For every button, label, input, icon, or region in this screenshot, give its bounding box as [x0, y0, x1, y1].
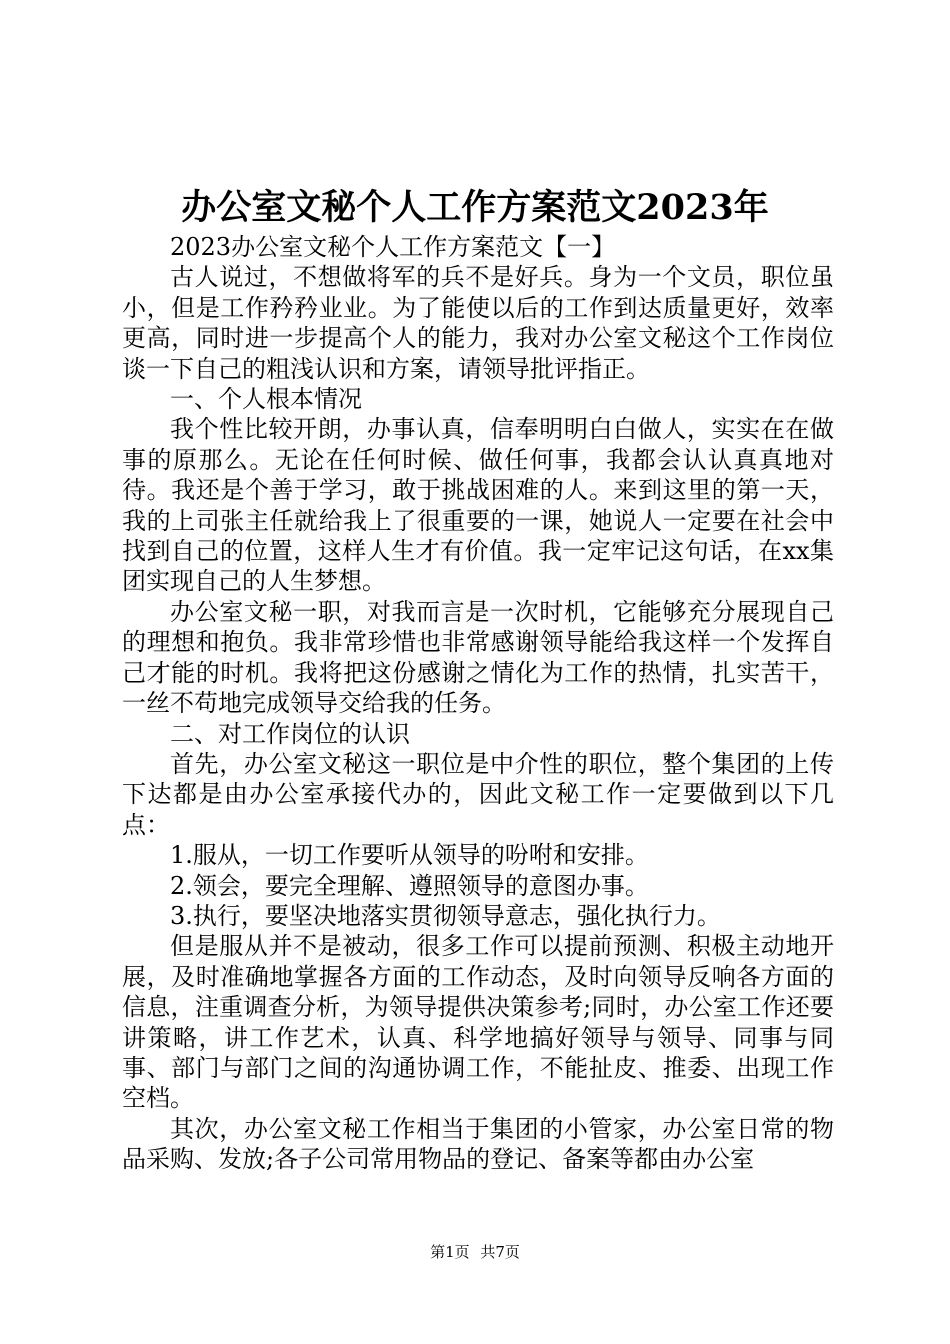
paragraph-proactive: 但是服从并不是被动，很多工作可以提前预测、积极主动地开展，及时准确地掌握各方面的工作动态，及时向领导反响各方面的信息，注重调查分析，为领导提供决策参考;同时，办公室工作还要讲策略，讲工作艺术，认真、科学地搞好领导与领导、同事与同事、部门与部门之间的沟通协调工作，不能扯皮、推委、出现工作空档。 — [122, 932, 834, 1113]
list-item-execute: 3.执行，要坚决地落实贯彻领导意志，强化执行力。 — [170, 901, 721, 930]
heading-job-understanding: 二、对工作岗位的认识 — [170, 719, 410, 748]
paragraph-opportunity: 办公室文秘一职，对我而言是一次时机，它能够充分展现自己的理想和抱负。我非常珍惜也非常感谢领导能给我这样一个发挥自己才能的时机。我将把这份感谢之情化为工作的热情，扎实苦干，一丝不苟地完成领导交给我的任务。 — [122, 597, 834, 718]
paragraph-intro: 古人说过，不想做将军的兵不是好兵。身为一个文员，职位虽小，但是工作矜矜业业。为了能使以后的工作到达质量更好，效率更高，同时进一步提高个人的能力，我对办公室文秘这个工作岗位谈一下自己的粗浅认识和方案，请领导批评指正。 — [122, 263, 834, 383]
heading-personal-info: 一、个人根本情况 — [170, 385, 362, 414]
paragraph-firstly: 首先，办公室文秘这一职位是中介性的职位，整个集团的上传下达都是由办公室承接代办的，因此文秘工作一定要做到以下几点： — [122, 749, 834, 839]
paragraph-secondly: 其次，办公室文秘工作相当于集团的小管家，办公室日常的物品采购、发放;各子公司常用物品的登记、备案等都由办公室 — [122, 1114, 834, 1174]
paragraph-personality: 我个性比较开朗，办事认真，信奉明明白白做人，实实在在做事的原那么。无论在任何时候、做任何事，我都会认认真真地对待。我还是个善于学习，敢于挑战困难的人。来到这里的第一天，我的上司张主任就给我上了很重要的一课，她说人一定要在社会中找到自己的位置，这样人生才有价值。我一定牢记这句话，在xx集团实现自己的人生梦想。 — [122, 415, 834, 596]
list-item-obey: 1.服从，一切工作要听从领导的吩咐和安排。 — [170, 841, 649, 870]
list-item-comprehend: 2.领会，要完全理解、遵照领导的意图办事。 — [170, 871, 649, 900]
page-number: 第1页 — [430, 1243, 470, 1261]
document-body — [122, 232, 834, 1175]
document-title: 办公室文秘个人工作方案范文2023年 — [181, 187, 769, 228]
page-total: 共7页 — [480, 1243, 520, 1261]
page-footer — [0, 1242, 950, 1262]
section-subtitle: 2023办公室文秘个人工作方案范文【一】 — [170, 233, 616, 261]
